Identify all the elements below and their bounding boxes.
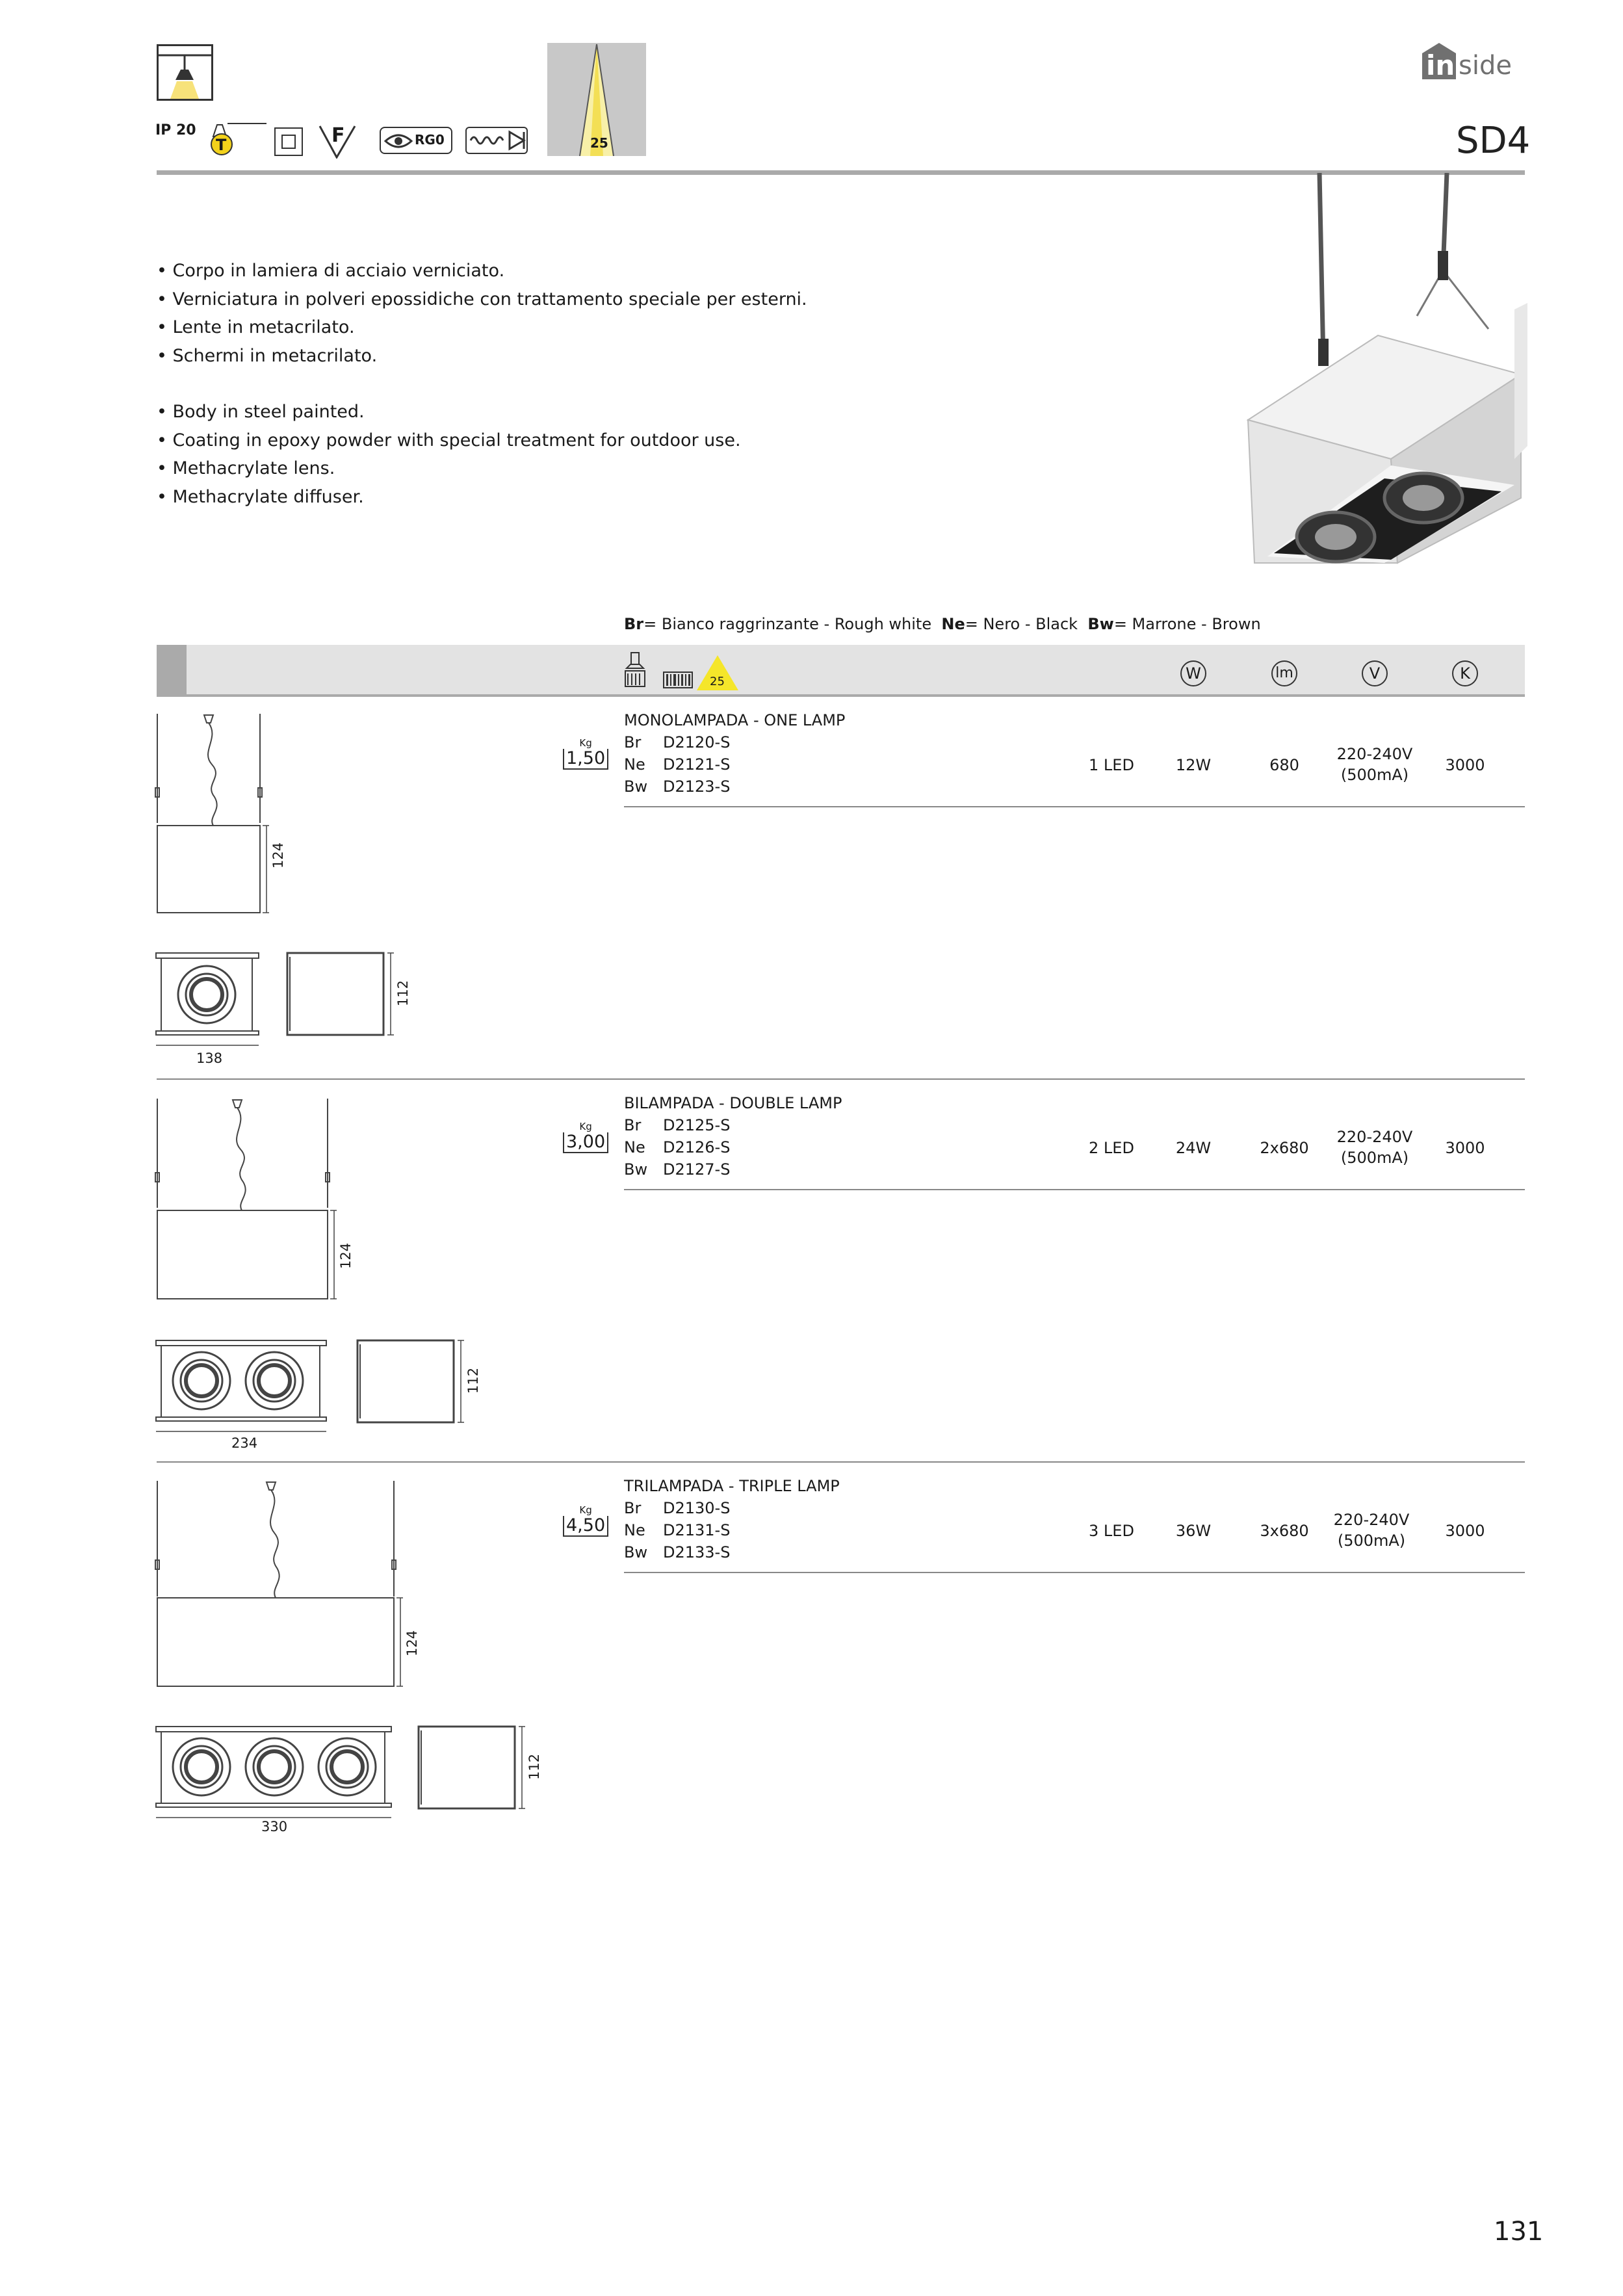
voltage-2: 220-240V bbox=[1336, 1128, 1413, 1146]
weight-value-1: 1,50 bbox=[563, 749, 608, 770]
desc-it-2: • Verniciatura in polveri epossidiche con trattamento speciale per esterni. bbox=[157, 289, 807, 309]
section-divider-2 bbox=[157, 1461, 1525, 1463]
legend-ne-text: = Nero - Black bbox=[965, 615, 1078, 633]
row-divider-3 bbox=[624, 1572, 1525, 1573]
row-divider-1 bbox=[624, 806, 1525, 807]
beam-25-icon bbox=[547, 43, 646, 156]
pendant-lamp-icon bbox=[157, 44, 213, 101]
lumen-icon: lm bbox=[1271, 660, 1297, 686]
weight-value-2: 3,00 bbox=[563, 1132, 608, 1153]
weight-label-2: Kg bbox=[579, 1121, 592, 1132]
desc-en-1: • Body in steel painted. bbox=[157, 402, 365, 422]
variant-ref: D2130-S bbox=[663, 1499, 731, 1517]
driver-icon bbox=[465, 127, 528, 154]
variant-ref: D2126-S bbox=[663, 1138, 731, 1156]
dim-width-2: 234 bbox=[231, 1435, 258, 1451]
variant-ref: D2127-S bbox=[663, 1160, 731, 1179]
brand-post: side bbox=[1459, 51, 1512, 81]
current-2: (500mA) bbox=[1340, 1149, 1409, 1167]
variant-code: Bw bbox=[624, 1160, 648, 1179]
dim-depth-3: 112 bbox=[526, 1753, 542, 1780]
watt-icon: W bbox=[1180, 660, 1206, 686]
table-header-bar bbox=[157, 645, 1525, 697]
brand-pre: in bbox=[1426, 49, 1455, 81]
legend-bw-text: = Marrone - Brown bbox=[1113, 615, 1261, 633]
product-title-1: MONOLAMPADA - ONE LAMP bbox=[624, 711, 846, 729]
current-3: (500mA) bbox=[1337, 1532, 1406, 1550]
dim-width-3: 330 bbox=[261, 1819, 288, 1834]
desc-it-3: • Lente in metacrilato. bbox=[157, 317, 355, 337]
kelvin-1: 3000 bbox=[1445, 756, 1485, 774]
variant-code: Br bbox=[624, 733, 642, 751]
variant-ref: D2133-S bbox=[663, 1543, 731, 1561]
legend-bw-code: Bw bbox=[1087, 615, 1114, 633]
thermal-t-icon bbox=[208, 122, 266, 156]
technical-drawing-3 bbox=[155, 1480, 558, 1834]
kelvin-3: 3000 bbox=[1445, 1522, 1485, 1540]
ip-rating: IP 20 bbox=[155, 122, 196, 138]
page-number: 131 bbox=[1494, 2217, 1544, 2247]
desc-en-2: • Coating in epoxy powder with special treatment for outdoor use. bbox=[157, 430, 741, 450]
dim-height-2: 124 bbox=[338, 1242, 354, 1269]
variant-code: Br bbox=[624, 1499, 642, 1517]
lumen-1: 680 bbox=[1269, 756, 1299, 774]
variant-code: Br bbox=[624, 1116, 642, 1134]
variant-ref: D2125-S bbox=[663, 1116, 731, 1134]
lumen-3: 3x680 bbox=[1260, 1522, 1309, 1540]
led-count-2: 2 LED bbox=[1089, 1139, 1134, 1157]
voltage-icon: V bbox=[1362, 660, 1388, 686]
variant-ref: D2123-S bbox=[663, 777, 731, 796]
class-II-icon bbox=[274, 127, 303, 156]
weight-label-3: Kg bbox=[579, 1504, 592, 1516]
beam-angle-table: 25 bbox=[710, 675, 725, 688]
rg0-eye-icon bbox=[380, 127, 452, 154]
kelvin-icon: K bbox=[1452, 660, 1478, 686]
variant-ref: D2120-S bbox=[663, 733, 731, 751]
desc-it-4: • Schermi in metacrilato. bbox=[157, 345, 378, 366]
product-title-3: TRILAMPADA - TRIPLE LAMP bbox=[624, 1477, 840, 1495]
description bbox=[157, 257, 807, 511]
dim-height-3: 124 bbox=[404, 1630, 420, 1656]
beam-triangle-icon bbox=[697, 655, 738, 690]
weight-value-3: 4,50 bbox=[563, 1516, 608, 1537]
rg-label: RG0 bbox=[415, 132, 445, 148]
weight-label-1: Kg bbox=[579, 737, 592, 749]
variant-code: Bw bbox=[624, 777, 648, 796]
product-photo bbox=[1228, 173, 1527, 602]
row-divider-2 bbox=[624, 1189, 1525, 1190]
led-count-1: 1 LED bbox=[1089, 756, 1134, 774]
weight-badge-3 bbox=[563, 1504, 608, 1537]
barcode-icon bbox=[663, 672, 693, 688]
color-legend bbox=[624, 615, 1261, 633]
dim-depth-1: 112 bbox=[395, 980, 411, 1006]
desc-en-3: • Methacrylate lens. bbox=[157, 458, 335, 478]
variant-code: Ne bbox=[624, 755, 645, 774]
desc-en-4: • Methacrylate diffuser. bbox=[157, 486, 364, 507]
t-label: T bbox=[216, 136, 227, 154]
desc-it-1: • Corpo in lamiera di acciaio verniciato. bbox=[157, 261, 505, 281]
weight-badge-1 bbox=[563, 737, 608, 770]
weight-badge-2 bbox=[563, 1121, 608, 1153]
variant-ref: D2121-S bbox=[663, 755, 731, 774]
legend-ne-code: Ne bbox=[941, 615, 965, 633]
legend-br-text: = Bianco raggrinzante - Rough white bbox=[643, 615, 932, 633]
variant-ref: D2131-S bbox=[663, 1521, 731, 1539]
beam-angle-label: 25 bbox=[590, 135, 608, 151]
spot-lamp-icon bbox=[624, 651, 646, 688]
dim-depth-2: 112 bbox=[465, 1367, 481, 1394]
variant-code: Bw bbox=[624, 1543, 648, 1561]
f-label: F bbox=[331, 124, 345, 147]
product-title-2: BILAMPADA - DOUBLE LAMP bbox=[624, 1094, 842, 1112]
f-mark-icon bbox=[318, 125, 356, 159]
led-count-3: 3 LED bbox=[1089, 1522, 1134, 1540]
variant-code: Ne bbox=[624, 1521, 645, 1539]
wattage-1: 12W bbox=[1175, 756, 1212, 774]
kelvin-2: 3000 bbox=[1445, 1139, 1485, 1157]
dim-height-1: 124 bbox=[270, 842, 286, 868]
section-divider-1 bbox=[157, 1078, 1525, 1080]
technical-drawing-1 bbox=[155, 712, 428, 1067]
variant-code: Ne bbox=[624, 1138, 645, 1156]
dim-width-1: 138 bbox=[196, 1050, 223, 1066]
wattage-3: 36W bbox=[1175, 1522, 1212, 1540]
voltage-3: 220-240V bbox=[1333, 1511, 1410, 1529]
technical-drawing-2 bbox=[155, 1097, 493, 1452]
brand-logo bbox=[1422, 42, 1526, 81]
model-title: SD4 bbox=[1456, 120, 1531, 162]
voltage-1: 220-240V bbox=[1336, 745, 1413, 763]
current-1: (500mA) bbox=[1340, 766, 1409, 784]
wattage-2: 24W bbox=[1175, 1139, 1212, 1157]
lumen-2: 2x680 bbox=[1260, 1139, 1309, 1157]
header-bar-accent bbox=[157, 645, 187, 694]
legend-br-code: Br bbox=[624, 615, 644, 633]
